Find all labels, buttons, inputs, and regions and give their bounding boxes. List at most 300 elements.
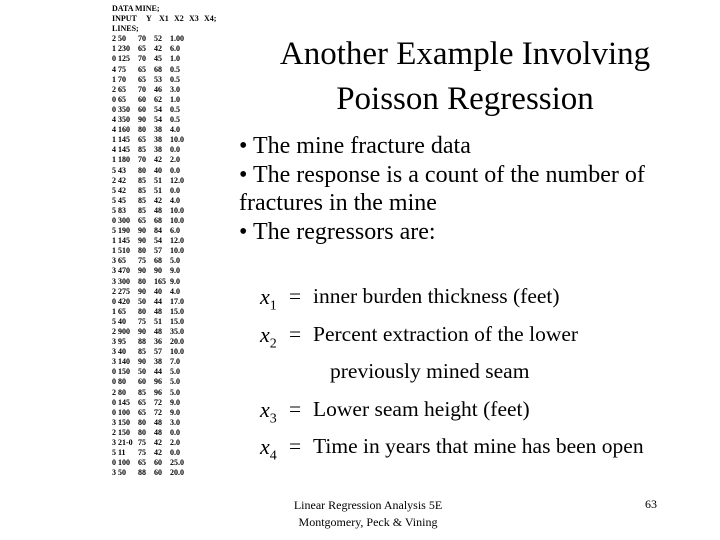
data-cell: 70 bbox=[118, 74, 126, 84]
data-cell: 180 bbox=[118, 155, 130, 165]
data-cell: 90 bbox=[138, 327, 146, 336]
equals-sign: = bbox=[289, 396, 302, 421]
data-row bbox=[112, 277, 230, 287]
data-cell: 40 bbox=[154, 165, 162, 175]
data-cell: 90 bbox=[138, 266, 146, 276]
data-cell: 75 bbox=[138, 448, 146, 458]
data-cell: 60 bbox=[138, 104, 146, 114]
footer-line: Montgomery, Peck & Vining bbox=[298, 515, 438, 529]
data-cell: 72 bbox=[154, 407, 162, 417]
footer-source bbox=[268, 497, 468, 531]
data-row bbox=[112, 65, 230, 75]
data-cell: 80 bbox=[138, 125, 146, 135]
data-cell: 9.0 bbox=[170, 397, 180, 407]
data-cell: 38 bbox=[154, 357, 162, 367]
data-cell: 96 bbox=[154, 377, 162, 387]
data-cell: 0 bbox=[112, 94, 116, 104]
data-cell: 145 bbox=[118, 397, 130, 407]
data-cell: 80 bbox=[138, 165, 146, 175]
data-cell: 75 bbox=[138, 438, 146, 448]
data-row bbox=[112, 337, 230, 347]
data-cell: 68 bbox=[154, 256, 162, 266]
data-row bbox=[112, 34, 230, 44]
equals-sign: = bbox=[289, 434, 302, 458]
data-cell: 140 bbox=[118, 357, 130, 367]
data-cell: 75 bbox=[118, 64, 126, 74]
data-cell: 7.0 bbox=[170, 357, 180, 367]
data-cell: 4 bbox=[112, 125, 116, 135]
data-cell: 80 bbox=[118, 377, 126, 387]
data-cell: 9.0 bbox=[170, 276, 180, 286]
data-cell: 0 bbox=[112, 54, 116, 64]
data-cell: 68 bbox=[154, 215, 162, 225]
data-cell: 85 bbox=[138, 347, 146, 357]
data-row bbox=[112, 377, 230, 387]
regressor-row bbox=[260, 284, 710, 322]
data-cell: 190 bbox=[118, 226, 130, 236]
data-cell: 48 bbox=[154, 327, 162, 336]
data-cell: 0.5 bbox=[170, 104, 180, 114]
data-cell: 160 bbox=[118, 125, 130, 135]
regressor-description: Lower seam height (feet) bbox=[313, 396, 530, 421]
data-cell: 50 bbox=[138, 367, 146, 377]
data-row bbox=[112, 115, 230, 125]
data-cell: 40 bbox=[118, 347, 126, 357]
data-cell: 10.0 bbox=[170, 205, 184, 215]
data-cell: 0 bbox=[112, 458, 116, 468]
data-cell: 1 bbox=[112, 44, 116, 54]
data-cell: 150 bbox=[118, 417, 130, 427]
data-cell: 85 bbox=[138, 145, 146, 155]
data-cell: 470 bbox=[118, 266, 130, 276]
data-cell: 44 bbox=[154, 296, 162, 306]
data-cell: 100 bbox=[118, 458, 130, 468]
data-cell: 90 bbox=[138, 357, 146, 367]
data-row bbox=[112, 236, 230, 246]
data-cell: 5.0 bbox=[170, 387, 180, 397]
data-cell: 0 bbox=[112, 104, 116, 114]
data-cell: 65 bbox=[138, 215, 146, 225]
input-var: X1 bbox=[159, 14, 169, 24]
data-cell: 65 bbox=[138, 407, 146, 417]
data-cell: 5 bbox=[112, 185, 116, 195]
data-row bbox=[112, 327, 230, 337]
data-cell: 48 bbox=[154, 306, 162, 316]
data-cell: 15.0 bbox=[170, 306, 184, 316]
input-label: INPUT bbox=[112, 14, 137, 24]
data-cell: 12.0 bbox=[170, 175, 184, 185]
data-cell: 84 bbox=[154, 226, 162, 236]
data-cell: 12.0 bbox=[170, 236, 184, 246]
data-cell: 5 bbox=[112, 316, 116, 326]
data-cell: 300 bbox=[118, 215, 130, 225]
regressor-symbol: $x_1$ bbox=[260, 284, 277, 314]
data-cell: 10.0 bbox=[170, 246, 184, 256]
data-cell: 90 bbox=[138, 226, 146, 236]
data-row bbox=[112, 216, 230, 226]
data-cell: 0.5 bbox=[170, 64, 180, 74]
data-cell: 51 bbox=[154, 175, 162, 185]
data-cell: 1 bbox=[112, 135, 116, 145]
data-cell: 2 bbox=[112, 327, 116, 336]
regressor-continuation-row bbox=[260, 359, 710, 397]
data-row bbox=[112, 428, 230, 438]
data-cell: 1.0 bbox=[170, 54, 180, 64]
data-row bbox=[112, 347, 230, 357]
data-cell: 2.0 bbox=[170, 155, 180, 165]
data-cell: 65 bbox=[138, 397, 146, 407]
data-cell: 9.0 bbox=[170, 407, 180, 417]
data-cell: 3 bbox=[112, 276, 116, 286]
data-cell: 90 bbox=[138, 286, 146, 296]
data-cell: 3.0 bbox=[170, 417, 180, 427]
input-var: X4; bbox=[204, 14, 217, 24]
data-cell: 42 bbox=[118, 185, 126, 195]
data-cell: 4.0 bbox=[170, 125, 180, 135]
data-cell: 57 bbox=[154, 246, 162, 256]
data-row bbox=[112, 246, 230, 256]
data-cell: 68 bbox=[154, 64, 162, 74]
footer-line: Linear Regression Analysis 5E bbox=[293, 498, 443, 512]
bullet-item: • The response is a count of the number of fractures in the mine bbox=[239, 161, 645, 216]
data-cell: 70 bbox=[138, 84, 146, 94]
data-cell: 2 bbox=[112, 427, 116, 437]
data-cell: 350 bbox=[118, 104, 130, 114]
regressor-list bbox=[260, 284, 710, 472]
data-cell: 21-0 bbox=[118, 438, 133, 448]
data-cell: 2 bbox=[112, 34, 116, 44]
data-cell: 0 bbox=[112, 296, 116, 306]
data-row bbox=[112, 357, 230, 367]
regressor-description-continued: previously mined seam bbox=[330, 359, 530, 383]
data-cell: 54 bbox=[154, 104, 162, 114]
data-row bbox=[112, 287, 230, 297]
data-cell: 35.0 bbox=[170, 327, 184, 336]
data-cell: 70 bbox=[138, 155, 146, 165]
data-cell: 0 bbox=[112, 367, 116, 377]
data-row bbox=[112, 135, 230, 145]
data-cell: 70 bbox=[138, 54, 146, 64]
data-cell: 65 bbox=[138, 64, 146, 74]
data-cell: 85 bbox=[138, 175, 146, 185]
data-cell: 44 bbox=[154, 367, 162, 377]
data-cell: 80 bbox=[138, 246, 146, 256]
data-row bbox=[112, 186, 230, 196]
data-cell: 38 bbox=[154, 145, 162, 155]
data-cell: 0.5 bbox=[170, 115, 180, 125]
data-cell: 65 bbox=[118, 306, 126, 316]
data-cell: 5 bbox=[112, 195, 116, 205]
data-cell: 90 bbox=[138, 115, 146, 125]
data-cell: 60 bbox=[138, 377, 146, 387]
data-cell: 75 bbox=[138, 316, 146, 326]
data-cell: 65 bbox=[138, 74, 146, 84]
data-row bbox=[112, 297, 230, 307]
data-cell: 10.0 bbox=[170, 215, 184, 225]
equals-sign: = bbox=[289, 321, 302, 346]
data-cell: 50 bbox=[118, 468, 126, 478]
data-cell: 900 bbox=[118, 327, 130, 336]
data-row bbox=[112, 266, 230, 276]
data-cell: 85 bbox=[138, 185, 146, 195]
data-cell: 4 bbox=[112, 115, 116, 125]
regressor-description: inner burden thickness (feet) bbox=[313, 284, 560, 308]
data-cell: 20.0 bbox=[170, 337, 184, 347]
data-cell: 0.0 bbox=[170, 145, 180, 155]
data-cell: 45 bbox=[154, 54, 162, 64]
equals-sign: = bbox=[289, 284, 302, 308]
data-cell: 83 bbox=[118, 205, 126, 215]
title-line: Another Example Involving bbox=[279, 36, 651, 72]
data-cell: 0 bbox=[112, 377, 116, 387]
data-cell: 80 bbox=[138, 306, 146, 316]
data-cell: 3 bbox=[112, 256, 116, 266]
data-cell: 4 bbox=[112, 145, 116, 155]
data-cell: 42 bbox=[154, 438, 162, 448]
data-row bbox=[112, 408, 230, 418]
page-number: 63 bbox=[645, 497, 657, 511]
regressor-description: Percent extraction of the lower bbox=[313, 321, 579, 346]
data-cell: 4.0 bbox=[170, 286, 180, 296]
data-listing bbox=[112, 4, 230, 478]
data-cell: 0.0 bbox=[170, 448, 180, 458]
data-row bbox=[112, 307, 230, 317]
data-row bbox=[112, 105, 230, 115]
data-cell: 17.0 bbox=[170, 296, 184, 306]
data-row bbox=[112, 145, 230, 155]
data-cell: 42 bbox=[118, 175, 126, 185]
data-cell: 65 bbox=[138, 458, 146, 468]
data-cell: 5 bbox=[112, 448, 116, 458]
data-cell: 85 bbox=[138, 387, 146, 397]
data-cell: 60 bbox=[154, 458, 162, 468]
data-cell: 5 bbox=[112, 205, 116, 215]
bullet-item: • The mine fracture data bbox=[239, 133, 471, 159]
data-cell: 3.0 bbox=[170, 84, 180, 94]
data-cell: 70 bbox=[138, 34, 146, 44]
data-row bbox=[112, 388, 230, 398]
data-cell: 0.0 bbox=[170, 165, 180, 175]
data-cell: 51 bbox=[154, 185, 162, 195]
data-cell: 3 bbox=[112, 438, 116, 448]
data-cell: 43 bbox=[118, 165, 126, 175]
data-cell: 85 bbox=[138, 195, 146, 205]
data-cell: 88 bbox=[138, 468, 146, 478]
data-header-line: DATA MINE; bbox=[112, 4, 160, 13]
data-cell: 275 bbox=[118, 286, 130, 296]
data-cell: 0 bbox=[112, 407, 116, 417]
data-row bbox=[112, 125, 230, 135]
data-cell: 10.0 bbox=[170, 347, 184, 357]
data-cell: 0.5 bbox=[170, 74, 180, 84]
data-cell: 46 bbox=[154, 84, 162, 94]
data-cell: 53 bbox=[154, 74, 162, 84]
data-cell: 51 bbox=[154, 316, 162, 326]
regressor-symbol: $x_3$ bbox=[260, 396, 277, 426]
data-cell: 20.0 bbox=[170, 468, 184, 478]
data-cell: 145 bbox=[118, 145, 130, 155]
data-cell: 40 bbox=[118, 316, 126, 326]
data-row bbox=[112, 155, 230, 165]
data-cell: 420 bbox=[118, 296, 130, 306]
data-cell: 50 bbox=[118, 34, 126, 44]
data-cell: 96 bbox=[154, 387, 162, 397]
title-line: Poisson Regression bbox=[336, 81, 594, 117]
data-cell: 54 bbox=[154, 236, 162, 246]
data-cell: 42 bbox=[154, 195, 162, 205]
data-cell: 54 bbox=[154, 115, 162, 125]
data-cell: 65 bbox=[118, 94, 126, 104]
data-cell: 3 bbox=[112, 417, 116, 427]
data-cell: 9.0 bbox=[170, 266, 180, 276]
data-cell: 62 bbox=[154, 94, 162, 104]
data-cell: 25.0 bbox=[170, 458, 184, 468]
data-cell: 65 bbox=[138, 44, 146, 54]
data-cell: 45 bbox=[118, 195, 126, 205]
data-cell: 90 bbox=[154, 266, 162, 276]
bullet-item: • The regressors are: bbox=[239, 218, 436, 245]
data-row bbox=[112, 256, 230, 266]
data-cell: 510 bbox=[118, 246, 130, 256]
data-cell: 72 bbox=[154, 397, 162, 407]
data-row bbox=[112, 458, 230, 468]
data-cell: 1 bbox=[112, 236, 116, 246]
input-var: X3 bbox=[189, 14, 199, 24]
data-cell: 65 bbox=[138, 135, 146, 145]
data-row bbox=[112, 85, 230, 95]
data-row bbox=[112, 95, 230, 105]
data-cell: 4.0 bbox=[170, 195, 180, 205]
data-row bbox=[112, 54, 230, 64]
data-rows bbox=[112, 34, 230, 478]
data-cell: 48 bbox=[154, 427, 162, 437]
bullet-list bbox=[239, 132, 709, 246]
data-cell: 4 bbox=[112, 64, 116, 74]
data-cell: 36 bbox=[154, 337, 162, 347]
data-row bbox=[112, 398, 230, 408]
data-cell: 15.0 bbox=[170, 316, 184, 326]
data-row bbox=[112, 75, 230, 85]
data-cell: 85 bbox=[138, 205, 146, 215]
data-cell: 2 bbox=[112, 84, 116, 94]
data-cell: 1 bbox=[112, 74, 116, 84]
data-cell: 52 bbox=[154, 34, 162, 44]
data-cell: 300 bbox=[118, 276, 130, 286]
data-cell: 145 bbox=[118, 236, 130, 246]
data-row bbox=[112, 44, 230, 54]
data-cell: 5.0 bbox=[170, 256, 180, 266]
data-row bbox=[112, 317, 230, 327]
data-cell: 42 bbox=[154, 44, 162, 54]
data-cell: 1 bbox=[112, 155, 116, 165]
data-cell: 60 bbox=[154, 468, 162, 478]
data-row bbox=[112, 468, 230, 478]
data-cell: 60 bbox=[138, 94, 146, 104]
data-cell: 42 bbox=[154, 448, 162, 458]
data-cell: 38 bbox=[154, 125, 162, 135]
data-row bbox=[112, 367, 230, 377]
data-cell: 48 bbox=[154, 205, 162, 215]
data-cell: 3 bbox=[112, 337, 116, 347]
data-cell: 42 bbox=[154, 155, 162, 165]
data-cell: 0 bbox=[112, 397, 116, 407]
data-cell: 75 bbox=[138, 256, 146, 266]
data-cell: 230 bbox=[118, 44, 130, 54]
regressor-row bbox=[260, 322, 710, 360]
data-cell: 50 bbox=[138, 296, 146, 306]
data-cell: 5.0 bbox=[170, 367, 180, 377]
data-cell: 1.0 bbox=[170, 94, 180, 104]
data-row bbox=[112, 206, 230, 216]
data-cell: 0 bbox=[112, 215, 116, 225]
data-cell: 125 bbox=[118, 54, 130, 64]
data-row bbox=[112, 166, 230, 176]
data-cell: 65 bbox=[118, 256, 126, 266]
data-cell: 5 bbox=[112, 165, 116, 175]
regressor-row bbox=[260, 397, 710, 435]
data-cell: 1 bbox=[112, 306, 116, 316]
data-cell: 38 bbox=[154, 135, 162, 145]
data-cell: 48 bbox=[154, 417, 162, 427]
data-cell: 3 bbox=[112, 347, 116, 357]
regressor-description: Time in years that mine has been open bbox=[313, 434, 644, 458]
data-cell: 80 bbox=[138, 427, 146, 437]
data-cell: 80 bbox=[138, 276, 146, 286]
data-cell: 2 bbox=[112, 286, 116, 296]
regressor-symbol: $x_4$ bbox=[260, 434, 277, 464]
data-cell: 90 bbox=[138, 236, 146, 246]
data-cell: 2 bbox=[112, 175, 116, 185]
data-cell: 145 bbox=[118, 135, 130, 145]
data-cell: 150 bbox=[118, 427, 130, 437]
data-cell: 3 bbox=[112, 266, 116, 276]
data-cell: 80 bbox=[118, 387, 126, 397]
data-row bbox=[112, 226, 230, 236]
slide-title bbox=[240, 32, 690, 122]
data-cell: 165 bbox=[154, 276, 166, 286]
data-cell: 88 bbox=[138, 337, 146, 347]
regressor-symbol: $x_2$ bbox=[260, 321, 277, 351]
data-cell: 80 bbox=[138, 417, 146, 427]
data-cell: 350 bbox=[118, 115, 130, 125]
data-row bbox=[112, 438, 230, 448]
data-cell: 5 bbox=[112, 226, 116, 236]
data-cell: 150 bbox=[118, 367, 130, 377]
data-cell: 1 bbox=[112, 246, 116, 256]
data-cell: 0.0 bbox=[170, 185, 180, 195]
data-cell: 5.0 bbox=[170, 377, 180, 387]
data-row bbox=[112, 418, 230, 428]
data-cell: 65 bbox=[118, 84, 126, 94]
data-cell: 3 bbox=[112, 357, 116, 367]
data-cell: 10.0 bbox=[170, 135, 184, 145]
input-var: Y bbox=[146, 14, 152, 24]
data-cell: 2 bbox=[112, 387, 116, 397]
data-cell: 40 bbox=[154, 286, 162, 296]
data-cell: 3 bbox=[112, 468, 116, 478]
data-cell: 11 bbox=[118, 448, 126, 458]
data-cell: 1.00 bbox=[170, 34, 184, 44]
data-cell: 0.0 bbox=[170, 427, 180, 437]
data-cell: 2.0 bbox=[170, 438, 180, 448]
input-var: X2 bbox=[174, 14, 184, 24]
data-cell: 6.0 bbox=[170, 44, 180, 54]
data-row bbox=[112, 448, 230, 458]
data-cell: 100 bbox=[118, 407, 130, 417]
regressor-row bbox=[260, 434, 710, 472]
input-statement bbox=[112, 14, 230, 24]
data-row bbox=[112, 196, 230, 206]
